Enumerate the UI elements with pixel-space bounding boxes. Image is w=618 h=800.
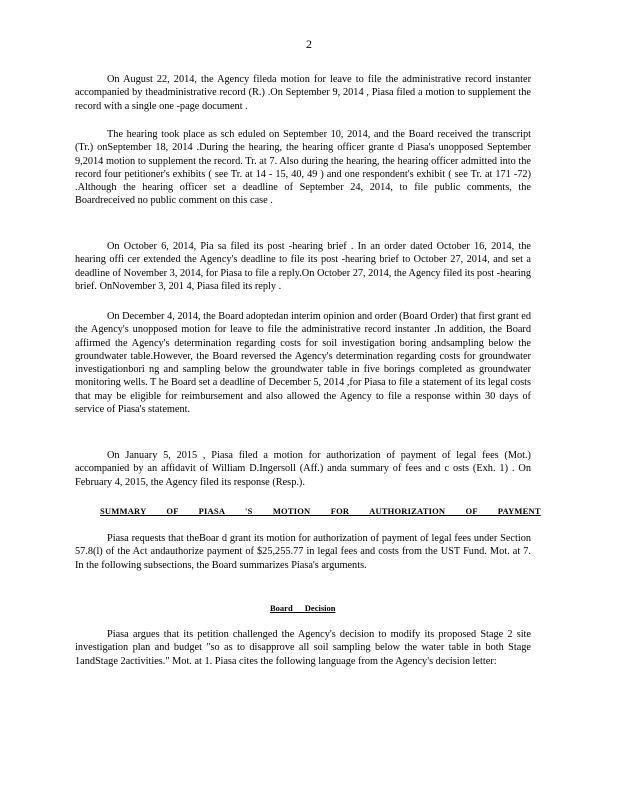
paragraph-post-hearing-briefs: On October 6, 2014, Pia sa filed its post -hearing brief . In an order dated October 16, 2014, the hearing offi cer extended the Agency's deadline to file its post -hearing brief to October 27, 2014, and set a deadline of November 3, 2014, for Piasa to file a reply.On October 27, 2014, the Agency filed its post -hearing brief. OnNovember 3, 201 4, Piasa filed its reply . [75, 241, 531, 292]
page-number: 2 [306, 37, 312, 51]
paragraph-agency-motion: On August 22, 2014, the Agency fileda motion for leave to file the administrative record instanter accompanied by theadministrative record (R.) .On September 9, 2014 , Piasa filed a motion to supplement the record with a single one -page document . [75, 74, 531, 112]
paragraph-interim-order: On December 4, 2014, the Board adoptedan interim opinion and order (Board Order) that first grant ed the Agency's unopposed motion for leave to file the administrative record instanter .In addition, the Board affirmed the Agency's determination regarding costs for soil investigation boring andsampling below the groundwater table.However, the Board reversed the Agency's determination regarding costs for groundwater investigationbori ng and sampling below the groundwater table in five borings completed as groundwater monitoring wells. T he Board set a deadline of December 5, 2014 ,for Piasa to file a statement of its legal costs that may be eligible for reimbursement and also allowed the Agency to file a response within 30 days of service of Piasa's statement. [75, 311, 531, 416]
paragraph-piasa-argues: Piasa argues that its petition challenged the Agency's decision to modify its proposed Stage 2 site investigation plan and budget "so as to disapprove all soil sampling below the water table in both Stage 1andStage 2activities." Mot. at 1. Piasa cites the following language from the Agency's decision letter: [75, 629, 531, 667]
paragraph-hearing: The hearing took place as sch eduled on September 10, 2014, and the Board received the transcript (Tr.) onSeptember 18, 2014 .During the hearing, the hearing officer grante d Piasa's unopposed September 9,2014 motion to supplement the record. Tr. at 7. Also during the hearing, the hearing officer admitted into the record four petitioner's exhibits ( see Tr. at 14 - 15, 40, 49 ) and one respondent's exhibit ( see Tr. at 171 -72) .Although the hearing officer set a deadline of September 24, 2014, to file public comments, the Boardreceived no public comment on this case . [75, 129, 531, 207]
paragraph-motion-legal-fees: On January 5, 2015 , Piasa filed a motion for authorization of payment of legal fees (Mot.) accompanied by an affidavit of William D.Ingersoll (Aff.) anda summary of fees and c osts (Exh. 1) . On February 4, 2015, the Agency filed its response (Resp.). [75, 450, 531, 488]
sub-heading: Board Decision [270, 603, 336, 613]
section-heading: SUMMARY OF PIASA 'S MOTION FOR AUTHORIZATION OF PAYMENT [100, 506, 541, 516]
paragraph-piasa-requests: Piasa requests that theBoar d grant its motion for authorization of payment of legal fees under Section 57.8(l) of the Act andauthorize payment of $25,255.77 in legal fees and costs from the UST Fund. Mot. at 7. In the following subsections, the Board summarizes Piasa's arguments. [75, 533, 531, 571]
